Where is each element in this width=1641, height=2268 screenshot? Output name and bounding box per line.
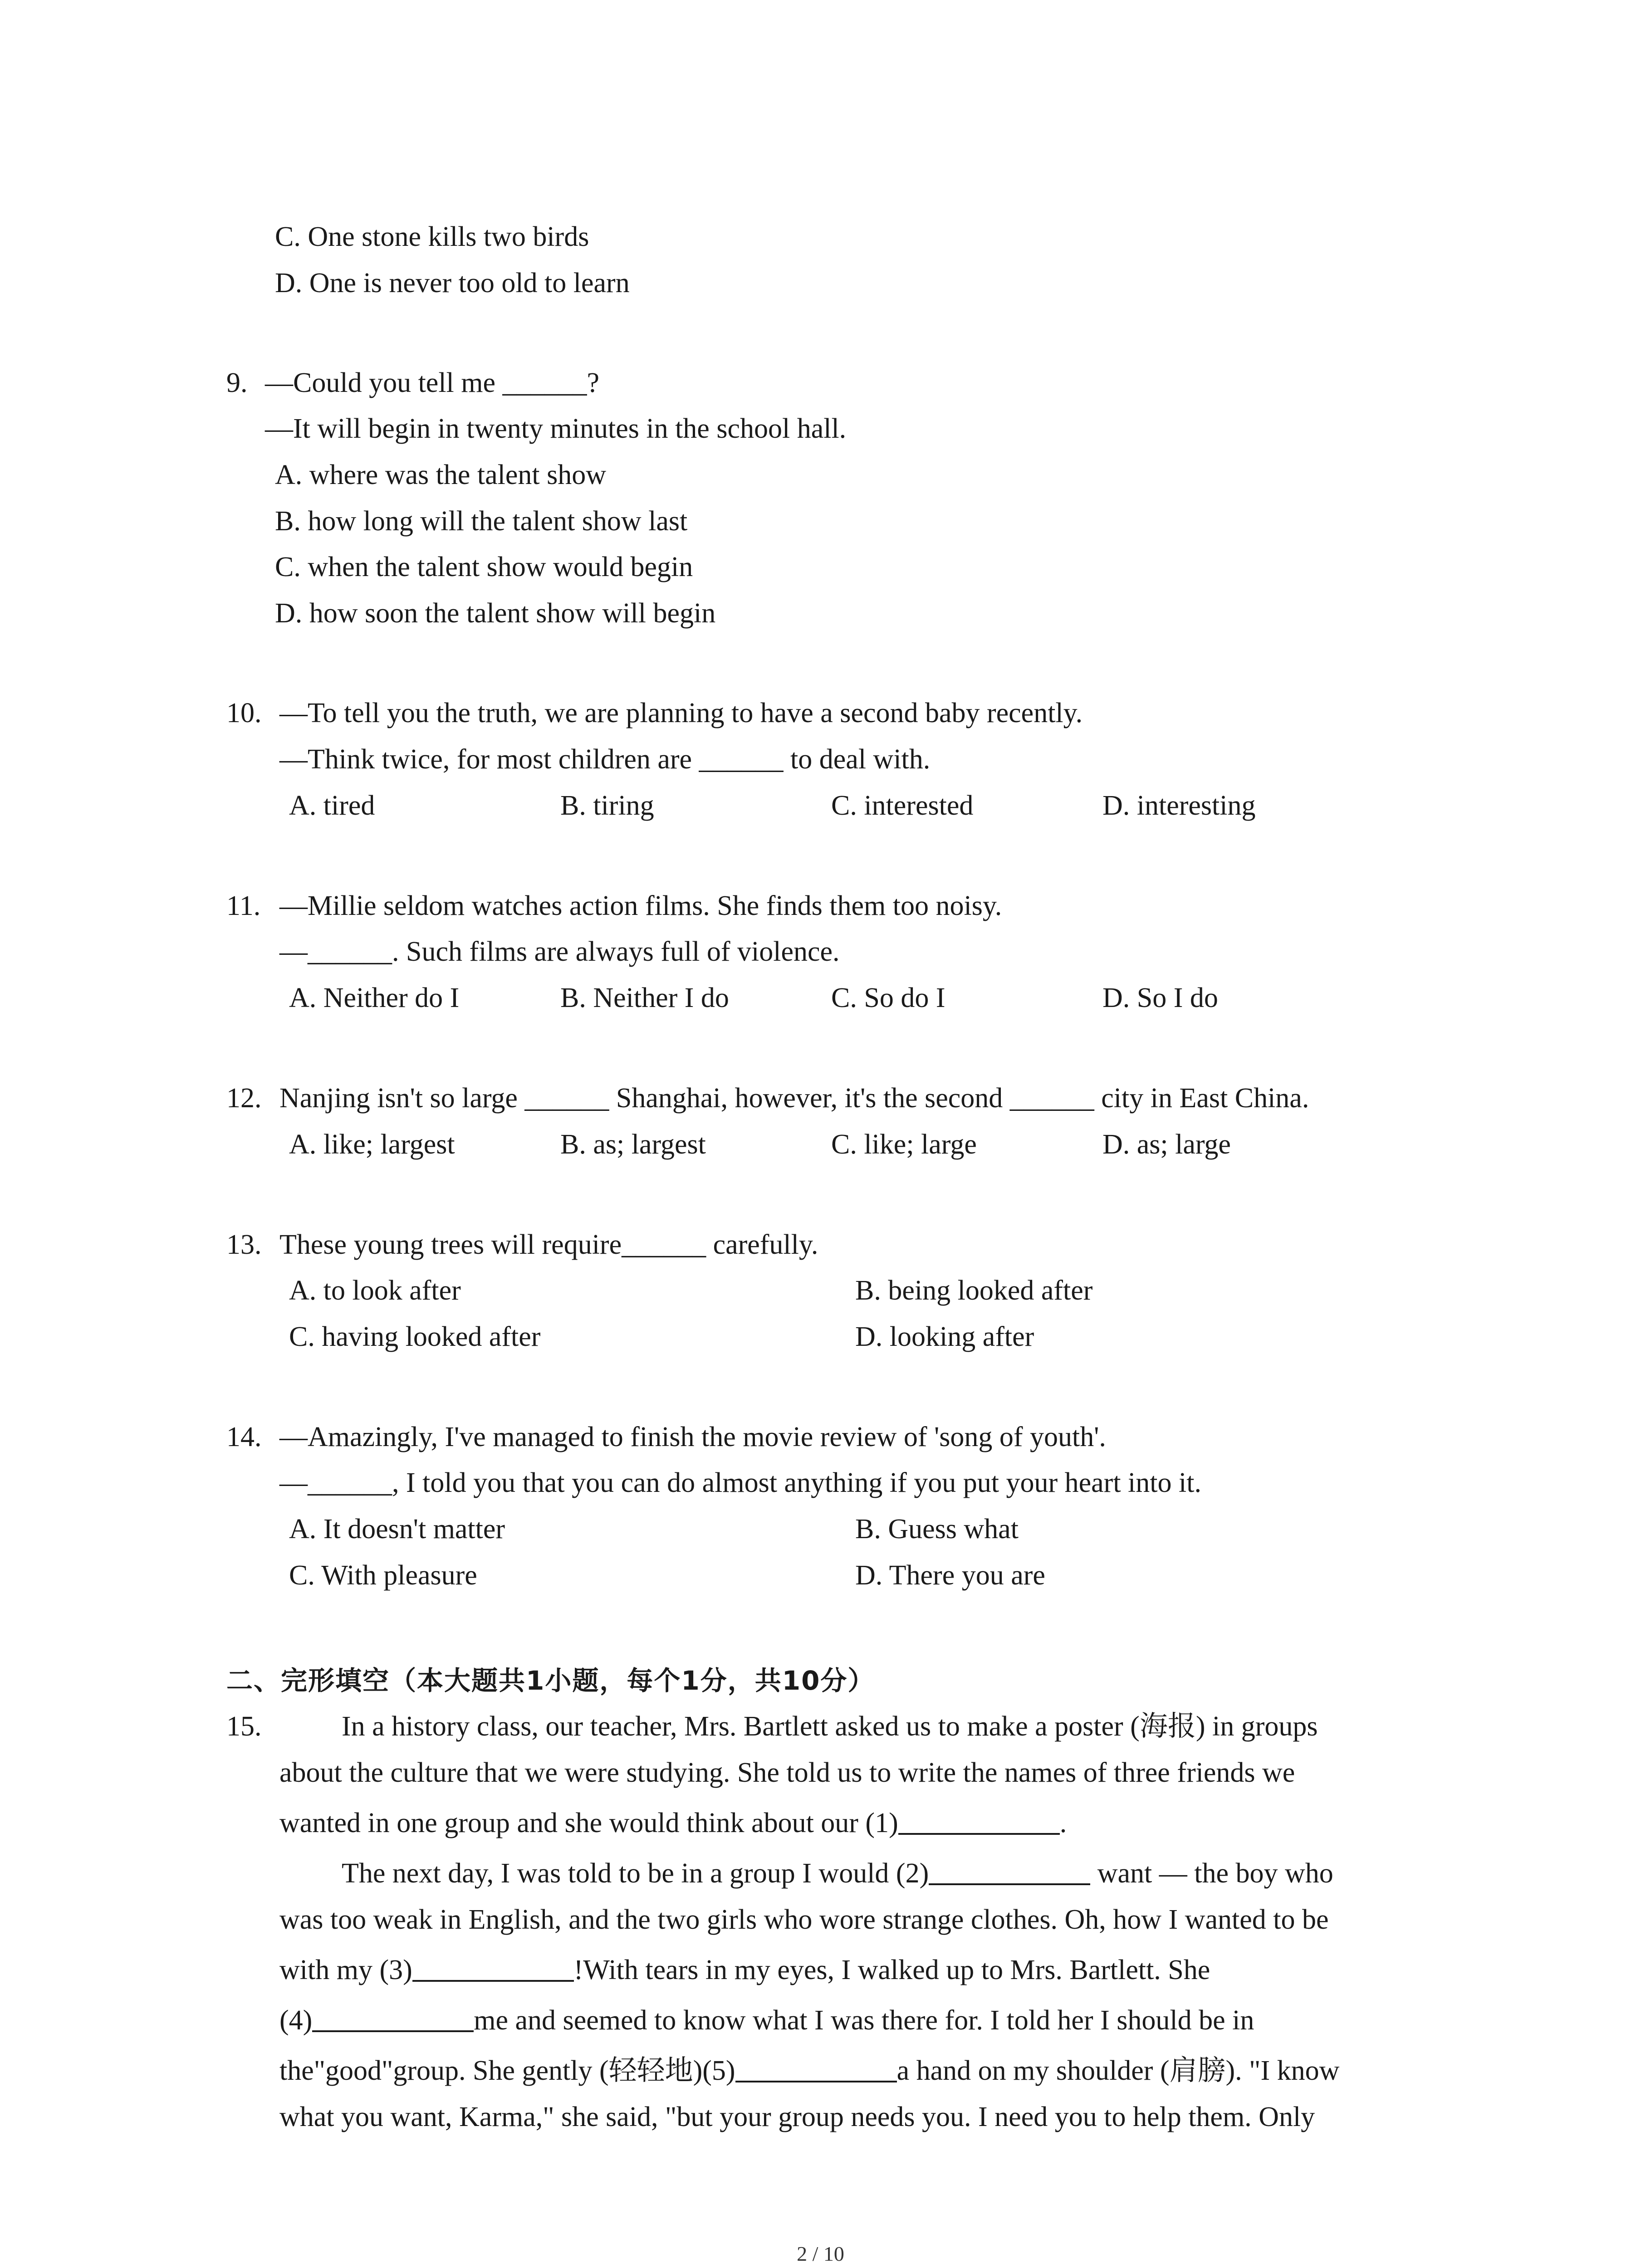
q8-option-c: C. One stone kills two birds — [275, 221, 589, 252]
q9-stem: —Could you tell me ______? — [265, 367, 600, 398]
q13-option-b: B. being looked after — [855, 1275, 1093, 1306]
q10-option-b: B. tiring — [560, 790, 654, 821]
q12-option-d: D. as; large — [1102, 1129, 1231, 1160]
passage-text: the"good"group. She gently (轻轻地)(5) — [279, 2055, 735, 2086]
passage-line — [279, 2057, 1339, 2085]
q14-option-a: A. It doesn't matter — [289, 1514, 505, 1545]
q9-number: 9. — [226, 367, 248, 398]
q14-option-c: C. With pleasure — [289, 1560, 477, 1591]
passage-line: about the culture that we were studying. She told us to write the names of three friends we — [279, 1757, 1295, 1788]
passage-text: me and seemed to know what I was there for. I told her I should be in — [474, 2005, 1254, 2036]
q14-option-b: B. Guess what — [855, 1514, 1019, 1545]
q11-option-c: C. So do I — [831, 982, 945, 1013]
passage-text: want — the boy who — [1090, 1858, 1333, 1889]
q9-option-d: D. how soon the talent show will begin — [275, 598, 716, 629]
q10-number: 10. — [226, 698, 262, 728]
q13-option-a: A. to look after — [289, 1275, 461, 1306]
q14-stem: —Amazingly, I've managed to finish the movie review of 'song of youth'. — [279, 1422, 1106, 1452]
q13-option-c: C. having looked after — [289, 1321, 541, 1352]
passage-line — [279, 1956, 1210, 1984]
passage-text: with my (3) — [279, 1955, 412, 1985]
q10-stem: —To tell you the truth, we are planning to have a second baby recently. — [279, 698, 1083, 728]
q13-number: 13. — [226, 1229, 262, 1260]
q10-option-c: C. interested — [831, 790, 974, 821]
q13-stem: These young trees will require______ carefully. — [279, 1229, 818, 1260]
q12-option-c: C. like; large — [831, 1129, 977, 1160]
answer-blank-4[interactable] — [312, 2008, 474, 2032]
q11-reply: —______. Such films are always full of violence. — [279, 936, 840, 967]
q14-reply: —______, I told you that you can do almost anything if you put your heart into it. — [279, 1467, 1201, 1498]
q14-option-d: D. There you are — [855, 1560, 1045, 1591]
q11-number: 11. — [226, 890, 261, 921]
q11-option-b: B. Neither I do — [560, 982, 729, 1013]
q11-option-a: A. Neither do I — [289, 982, 460, 1013]
passage-line: what you want, Karma," she said, "but your group needs you. I need you to help them. Only — [279, 2102, 1315, 2132]
q10-option-a: A. tired — [289, 790, 375, 821]
q14-number: 14. — [226, 1422, 262, 1452]
answer-blank-1[interactable] — [898, 1810, 1060, 1835]
q11-stem: —Millie seldom watches action films. She finds them too noisy. — [279, 890, 1002, 921]
passage-line: In a history class, our teacher, Mrs. Bartlett asked us to make a poster (海报) in groups — [342, 1711, 1318, 1742]
passage-text: . — [1059, 1808, 1067, 1838]
passage-text: wanted in one group and she would think about our (1) — [279, 1808, 898, 1838]
answer-blank-2[interactable] — [929, 1861, 1090, 1885]
passage-line — [279, 1809, 1067, 1837]
passage-line — [342, 1859, 1333, 1887]
q10-option-d: D. interesting — [1102, 790, 1256, 821]
q10-reply: —Think twice, for most children are ______ to deal with. — [279, 744, 931, 775]
passage-text: !With tears in my eyes, I walked up to Mrs. Bartlett. She — [573, 1955, 1210, 1985]
q11-option-d: D. So I do — [1102, 982, 1218, 1013]
q8-option-d: D. One is never too old to learn — [275, 268, 630, 298]
q12-stem: Nanjing isn't so large ______ Shanghai, however, it's the second ______ city in East China. — [279, 1083, 1309, 1114]
q12-option-a: A. like; largest — [289, 1129, 455, 1160]
q9-option-b: B. how long will the talent show last — [275, 506, 688, 537]
passage-line — [279, 2006, 1254, 2034]
answer-blank-3[interactable] — [412, 1957, 574, 1982]
q9-option-c: C. when the talent show would begin — [275, 552, 693, 582]
answer-blank-5[interactable] — [735, 2058, 897, 2082]
q15-number: 15. — [226, 1711, 262, 1742]
passage-text: a hand on my shoulder (肩膀). "I know — [896, 2055, 1340, 2086]
q9-option-a: A. where was the talent show — [275, 459, 607, 490]
passage-text: (4) — [279, 2005, 313, 2036]
passage-line: was too weak in English, and the two girls who wore strange clothes. Oh, how I wanted to be — [279, 1904, 1329, 1935]
q12-number: 12. — [226, 1083, 262, 1114]
passage-text: The next day, I was told to be in a group I would (2) — [342, 1858, 929, 1889]
section-heading-cloze: 二、完形填空（本大题共1小题，每个1分，共10分） — [226, 1665, 875, 1696]
q13-option-d: D. looking after — [855, 1321, 1034, 1352]
q12-option-b: B. as; largest — [560, 1129, 706, 1160]
page-number: 2 / 10 — [797, 2242, 844, 2265]
q9-reply: —It will begin in twenty minutes in the school hall. — [265, 413, 847, 444]
